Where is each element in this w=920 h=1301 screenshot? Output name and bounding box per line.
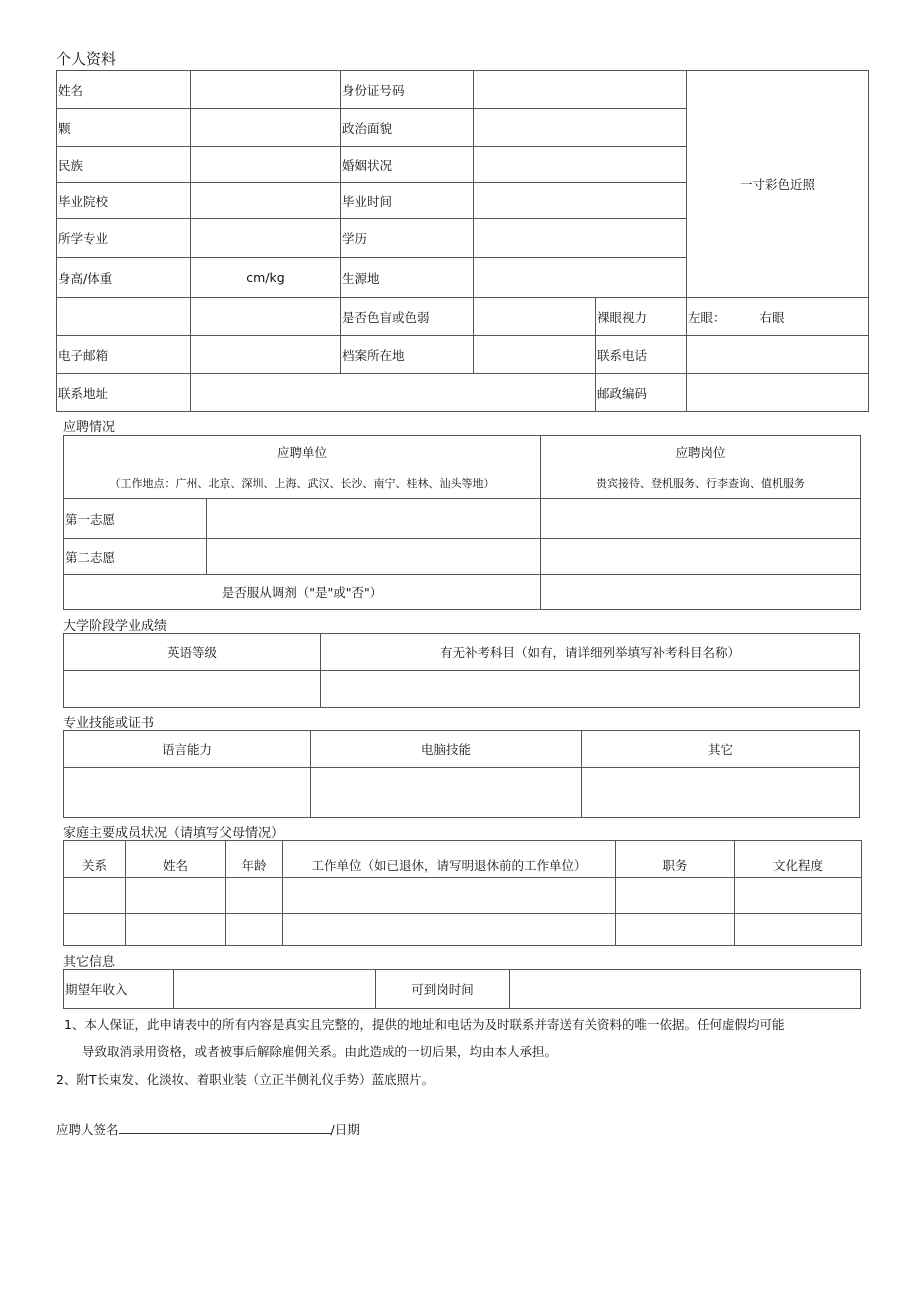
family-header-education: 文化程度 [735,841,862,878]
family-cell[interactable] [64,878,126,914]
makeup-field[interactable] [321,671,860,708]
label-vision: 裸眼视力 [596,298,687,336]
computer-field[interactable] [311,768,582,818]
personal-info-table [56,70,869,412]
table-row [64,878,862,914]
application-table [63,435,861,610]
section-grades: 大学阶段学业成绩 [63,619,168,634]
family-header-title: 职务 [616,841,735,878]
label-politics: 政治面貌 [341,109,474,147]
label-name: 姓名 [57,71,191,109]
note-1a: 1、本人保证，此申请表中的所有内容是真实且完整的，提供的地址和电话为及时联系并寄送有关资料的唯一依据。任何虚假均可能 [64,1017,785,1032]
position-label: 应聘岗位 [675,445,726,460]
position-header [541,436,861,499]
family-cell[interactable] [616,914,735,946]
label-school: 毕业院校 [57,183,191,219]
second-unit-field[interactable] [207,539,541,575]
grad-time-field[interactable] [474,183,687,219]
label-education: 学历 [341,219,474,258]
label-ethnic: 民族 [57,147,191,183]
family-header-name: 姓名 [126,841,226,878]
other-info-table [63,969,861,1009]
label-email: 电子邮箱 [57,336,191,374]
phone-field[interactable] [687,336,869,374]
label-available: 可到岗时间 [376,970,510,1009]
note-1b: 导致取消录用资格，或者被事后解除雇佣关系。由此造成的一切后果，均由本人承担。 [82,1044,558,1059]
position-note: 贵宾接待、登机服务、行李查询、值机服务 [596,477,805,490]
label-height-weight: 身高/体重 [57,258,191,298]
signature-line [56,1120,360,1138]
label-phone: 联系电话 [596,336,687,374]
blank-cell [57,298,191,336]
family-table [63,840,862,946]
other-skill-field[interactable] [582,768,860,818]
family-cell[interactable] [226,878,283,914]
skills-table [63,730,860,818]
section-application: 应聘情况 [63,420,116,435]
ethnic-field[interactable] [191,147,341,183]
label-other-skill: 其它 [582,731,860,768]
origin-field[interactable] [474,258,687,298]
section-other: 其它信息 [63,955,116,970]
label-second-choice: 第二志愿 [64,539,207,575]
note-2: 2、附T长束发、化淡妆、着职业装（立正半侧礼仪手势）蓝底照片。 [56,1072,435,1087]
label-salary: 期望年收入 [64,970,174,1009]
language-field[interactable] [64,768,311,818]
marital-field[interactable] [474,147,687,183]
section-skills: 专业技能或证书 [63,716,155,731]
unit-note: （工作地点：广州、北京、深圳、上海、武汉、长沙、南宁、桂林、汕头等地） [109,477,495,490]
name-field[interactable] [191,71,341,109]
signature-label: 应聘人签名 [56,1122,119,1137]
available-field[interactable] [510,970,861,1009]
label-major: 所学专业 [57,219,191,258]
family-cell[interactable] [226,914,283,946]
family-cell[interactable] [616,878,735,914]
first-unit-field[interactable] [207,499,541,539]
label-adjust: 是否服从调剂（"是"或"否"） [64,575,541,610]
family-header-employer: 工作单位（如已退休，请写明退休前的工作单位） [283,841,616,878]
family-cell[interactable] [735,914,862,946]
label-id: 身份证号码 [341,71,474,109]
address-field[interactable] [191,374,596,412]
unit-label: 应聘单位 [276,445,327,460]
grades-table [63,633,860,708]
left-eye-label: 左眼： [688,309,726,325]
label-grad-time: 毕业时间 [341,183,474,219]
education-field[interactable] [474,219,687,258]
section-family: 家庭主要成员状况（请填写父母情况） [63,826,285,841]
salary-field[interactable] [174,970,376,1009]
first-position-field[interactable] [541,499,861,539]
archive-field[interactable] [474,336,596,374]
family-header-age: 年龄 [226,841,283,878]
family-cell[interactable] [126,878,226,914]
adjust-field[interactable] [541,575,861,610]
date-label: /日期 [330,1122,360,1137]
politics-field[interactable] [474,109,687,147]
email-field[interactable] [191,336,341,374]
color-blind-field[interactable] [474,298,596,336]
label-postcode: 邮政编码 [596,374,687,412]
photo-box: 一寸彩色近照 [687,71,869,298]
family-header-relation: 关系 [64,841,126,878]
table-row [64,914,862,946]
english-field[interactable] [64,671,321,708]
vision-field[interactable] [687,298,869,336]
label-origin: 生源地 [341,258,474,298]
label-computer: 电脑技能 [311,731,582,768]
family-cell[interactable] [126,914,226,946]
label-first-choice: 第一志愿 [64,499,207,539]
unit-header [64,436,541,499]
right-eye-label: 右眼 [759,309,785,325]
signature-field[interactable] [119,1121,331,1134]
label-keli: 颗 [57,109,191,147]
height-weight-field[interactable]: cm/kg [191,258,341,298]
label-english: 英语等级 [64,634,321,671]
label-marital: 婚姻状况 [341,147,474,183]
label-address: 联系地址 [57,374,191,412]
family-cell[interactable] [735,878,862,914]
label-color-blind: 是否色盲或色弱 [341,298,474,336]
keli-field[interactable] [191,109,341,147]
label-makeup: 有无补考科目（如有，请详细列举填写补考科目名称） [321,634,860,671]
family-cell[interactable] [64,914,126,946]
postcode-field[interactable] [687,374,869,412]
second-position-field[interactable] [541,539,861,575]
id-field[interactable] [474,71,687,109]
blank-field[interactable] [191,298,341,336]
label-language: 语言能力 [64,731,311,768]
page-title: 个人资料 [56,50,117,68]
label-archive: 档案所在地 [341,336,474,374]
family-cell[interactable] [283,914,616,946]
family-cell[interactable] [283,878,616,914]
major-field[interactable] [191,219,341,258]
school-field[interactable] [191,183,341,219]
